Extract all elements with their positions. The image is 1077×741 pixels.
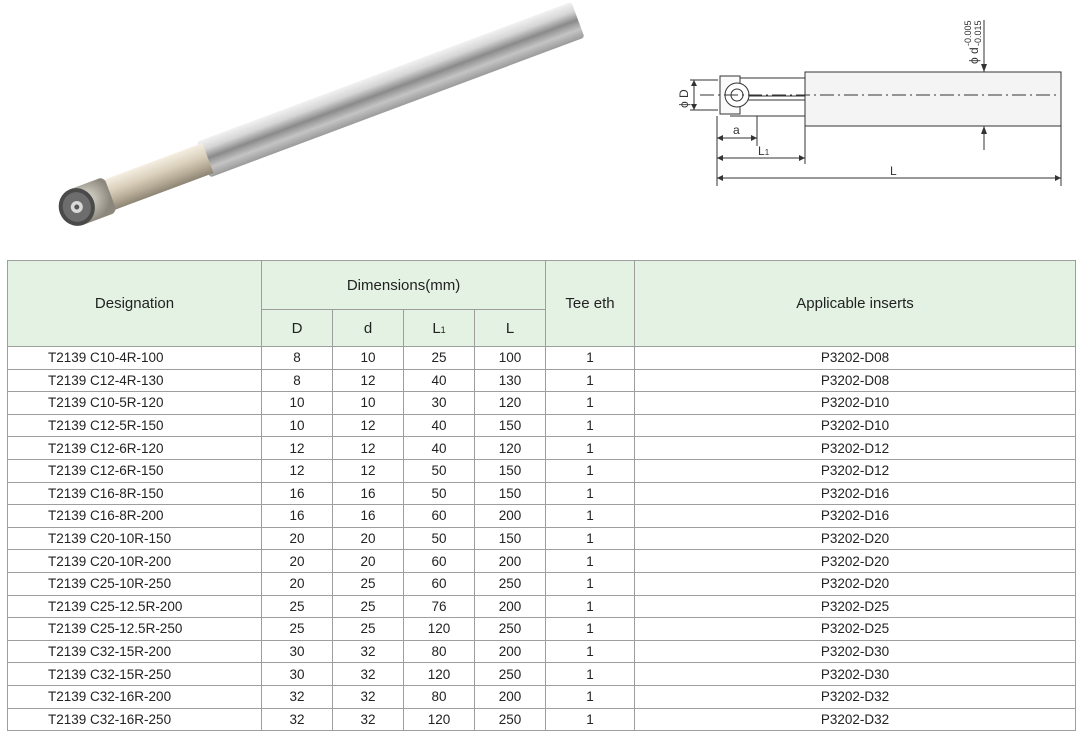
technical-drawing: [660, 0, 1070, 200]
cell-L1: 30: [404, 392, 475, 415]
cell-L: 200: [475, 685, 546, 708]
header-teeth: Tee eth: [546, 261, 635, 347]
cell-L1: 76: [404, 595, 475, 618]
cell-L: 200: [475, 640, 546, 663]
cell-teeth: 1: [546, 482, 635, 505]
cell-insert: P3202-D20: [635, 527, 1076, 550]
cell-designation: T2139 C25-12.5R-250: [8, 618, 262, 641]
table-row: [8, 392, 1076, 415]
cell-insert: P3202-D12: [635, 459, 1076, 482]
cell-L: 130: [475, 369, 546, 392]
cell-insert: P3202-D16: [635, 482, 1076, 505]
cell-designation: T2139 C10-5R-120: [8, 392, 262, 415]
cell-L1: 80: [404, 685, 475, 708]
header-D: D: [262, 310, 333, 347]
cell-insert: P3202-D25: [635, 618, 1076, 641]
cell-d: 12: [333, 414, 404, 437]
cell-D: 8: [262, 369, 333, 392]
cell-L: 120: [475, 392, 546, 415]
cell-designation: T2139 C12-6R-150: [8, 459, 262, 482]
table-row: [8, 640, 1076, 663]
cell-L: 150: [475, 482, 546, 505]
cell-insert: P3202-D10: [635, 392, 1076, 415]
cell-L1: 60: [404, 572, 475, 595]
tolerance-upper: -0.005: [963, 20, 973, 46]
cell-insert: P3202-D08: [635, 369, 1076, 392]
cell-teeth: 1: [546, 392, 635, 415]
cell-D: 32: [262, 708, 333, 731]
cell-designation: T2139 C32-16R-200: [8, 685, 262, 708]
cell-designation: T2139 C16-8R-150: [8, 482, 262, 505]
cell-L1: 80: [404, 640, 475, 663]
cell-designation: T2139 C20-10R-150: [8, 527, 262, 550]
cell-L1: 40: [404, 437, 475, 460]
cell-designation: T2139 C32-15R-250: [8, 663, 262, 686]
cell-d: 32: [333, 708, 404, 731]
cell-teeth: 1: [546, 550, 635, 573]
cell-insert: P3202-D32: [635, 708, 1076, 731]
cell-d: 10: [333, 392, 404, 415]
table-row: [8, 595, 1076, 618]
cell-D: 32: [262, 685, 333, 708]
cell-d: 20: [333, 550, 404, 573]
cell-d: 12: [333, 459, 404, 482]
header-L1: L1: [404, 310, 475, 347]
cell-designation: T2139 C32-16R-250: [8, 708, 262, 731]
a-label: a: [733, 123, 740, 137]
cell-d: 32: [333, 640, 404, 663]
cell-D: 10: [262, 414, 333, 437]
table-row: [8, 663, 1076, 686]
header-designation: Designation: [8, 261, 262, 347]
cell-L: 250: [475, 572, 546, 595]
cell-teeth: 1: [546, 347, 635, 370]
cell-L: 200: [475, 595, 546, 618]
shank: [197, 2, 585, 178]
phi-d-label: ϕ d: [967, 47, 981, 64]
cell-d: 32: [333, 663, 404, 686]
cell-D: 8: [262, 347, 333, 370]
cell-D: 16: [262, 482, 333, 505]
cell-teeth: 1: [546, 572, 635, 595]
cell-d: 16: [333, 482, 404, 505]
cell-L1: 120: [404, 618, 475, 641]
table-row: [8, 369, 1076, 392]
cell-D: 25: [262, 618, 333, 641]
spec-table: [7, 260, 1076, 731]
cell-L: 200: [475, 505, 546, 528]
table-row: [8, 347, 1076, 370]
cell-insert: P3202-D12: [635, 437, 1076, 460]
cell-teeth: 1: [546, 708, 635, 731]
cell-insert: P3202-D20: [635, 550, 1076, 573]
cell-insert: P3202-D10: [635, 414, 1076, 437]
cell-insert: P3202-D20: [635, 572, 1076, 595]
cell-L1: 60: [404, 505, 475, 528]
cell-d: 16: [333, 505, 404, 528]
cell-teeth: 1: [546, 663, 635, 686]
header-L: L: [475, 310, 546, 347]
cell-teeth: 1: [546, 640, 635, 663]
L-label: L: [890, 164, 897, 178]
cell-d: 12: [333, 369, 404, 392]
cell-teeth: 1: [546, 459, 635, 482]
cell-designation: T2139 C12-6R-120: [8, 437, 262, 460]
cell-designation: T2139 C16-8R-200: [8, 505, 262, 528]
table-row: [8, 527, 1076, 550]
table-row: [8, 414, 1076, 437]
cell-L: 100: [475, 347, 546, 370]
cell-d: 10: [333, 347, 404, 370]
cell-L1: 40: [404, 369, 475, 392]
cell-teeth: 1: [546, 685, 635, 708]
cell-insert: P3202-D25: [635, 595, 1076, 618]
cell-insert: P3202-D16: [635, 505, 1076, 528]
cell-L: 150: [475, 527, 546, 550]
cell-D: 12: [262, 459, 333, 482]
cell-d: 32: [333, 685, 404, 708]
cell-D: 20: [262, 527, 333, 550]
neck: [99, 143, 213, 211]
cell-L: 150: [475, 414, 546, 437]
table-row: [8, 437, 1076, 460]
cell-d: 25: [333, 572, 404, 595]
cell-L: 200: [475, 550, 546, 573]
cell-teeth: 1: [546, 369, 635, 392]
tool-image: [53, 2, 584, 230]
cell-L: 250: [475, 663, 546, 686]
L1-label: L1: [758, 144, 770, 158]
cell-designation: T2139 C10-4R-100: [8, 347, 262, 370]
cell-d: 12: [333, 437, 404, 460]
product-photo: [20, 0, 620, 230]
spec-table-body: [8, 347, 1076, 731]
cell-L1: 50: [404, 459, 475, 482]
cell-teeth: 1: [546, 505, 635, 528]
table-row: [8, 505, 1076, 528]
cell-L1: 50: [404, 527, 475, 550]
cell-designation: T2139 C12-4R-130: [8, 369, 262, 392]
cell-d: 20: [333, 527, 404, 550]
cell-insert: P3202-D30: [635, 640, 1076, 663]
cell-designation: T2139 C20-10R-200: [8, 550, 262, 573]
cell-teeth: 1: [546, 527, 635, 550]
header-inserts: Applicable inserts: [635, 261, 1076, 347]
table-row: [8, 572, 1076, 595]
cell-L: 250: [475, 708, 546, 731]
cell-D: 30: [262, 663, 333, 686]
table-row: [8, 482, 1076, 505]
cell-D: 16: [262, 505, 333, 528]
table-row: [8, 708, 1076, 731]
cell-L1: 120: [404, 663, 475, 686]
cell-teeth: 1: [546, 414, 635, 437]
header-dimensions: Dimensions(mm): [262, 261, 546, 310]
cell-L1: 40: [404, 414, 475, 437]
table-row: [8, 459, 1076, 482]
cell-L1: 50: [404, 482, 475, 505]
cell-teeth: 1: [546, 618, 635, 641]
cell-designation: T2139 C32-15R-200: [8, 640, 262, 663]
cell-designation: T2139 C12-5R-150: [8, 414, 262, 437]
phi-D-label: ϕ D: [677, 89, 691, 108]
cell-L1: 120: [404, 708, 475, 731]
table-row: [8, 550, 1076, 573]
cell-insert: P3202-D30: [635, 663, 1076, 686]
cell-D: 25: [262, 595, 333, 618]
cell-d: 25: [333, 595, 404, 618]
table-row: [8, 685, 1076, 708]
cell-designation: T2139 C25-12.5R-200: [8, 595, 262, 618]
cell-L1: 25: [404, 347, 475, 370]
cell-D: 12: [262, 437, 333, 460]
table-row: [8, 618, 1076, 641]
header-d: d: [333, 310, 404, 347]
cell-L: 150: [475, 459, 546, 482]
cell-insert: P3202-D32: [635, 685, 1076, 708]
cell-designation: T2139 C25-10R-250: [8, 572, 262, 595]
cell-L1: 60: [404, 550, 475, 573]
cell-D: 30: [262, 640, 333, 663]
cell-insert: P3202-D08: [635, 347, 1076, 370]
cell-teeth: 1: [546, 437, 635, 460]
cell-L: 120: [475, 437, 546, 460]
tolerance-lower: -0.015: [973, 20, 983, 46]
cell-d: 25: [333, 618, 404, 641]
cell-teeth: 1: [546, 595, 635, 618]
cell-D: 20: [262, 572, 333, 595]
cell-L: 250: [475, 618, 546, 641]
cell-D: 20: [262, 550, 333, 573]
cell-D: 10: [262, 392, 333, 415]
